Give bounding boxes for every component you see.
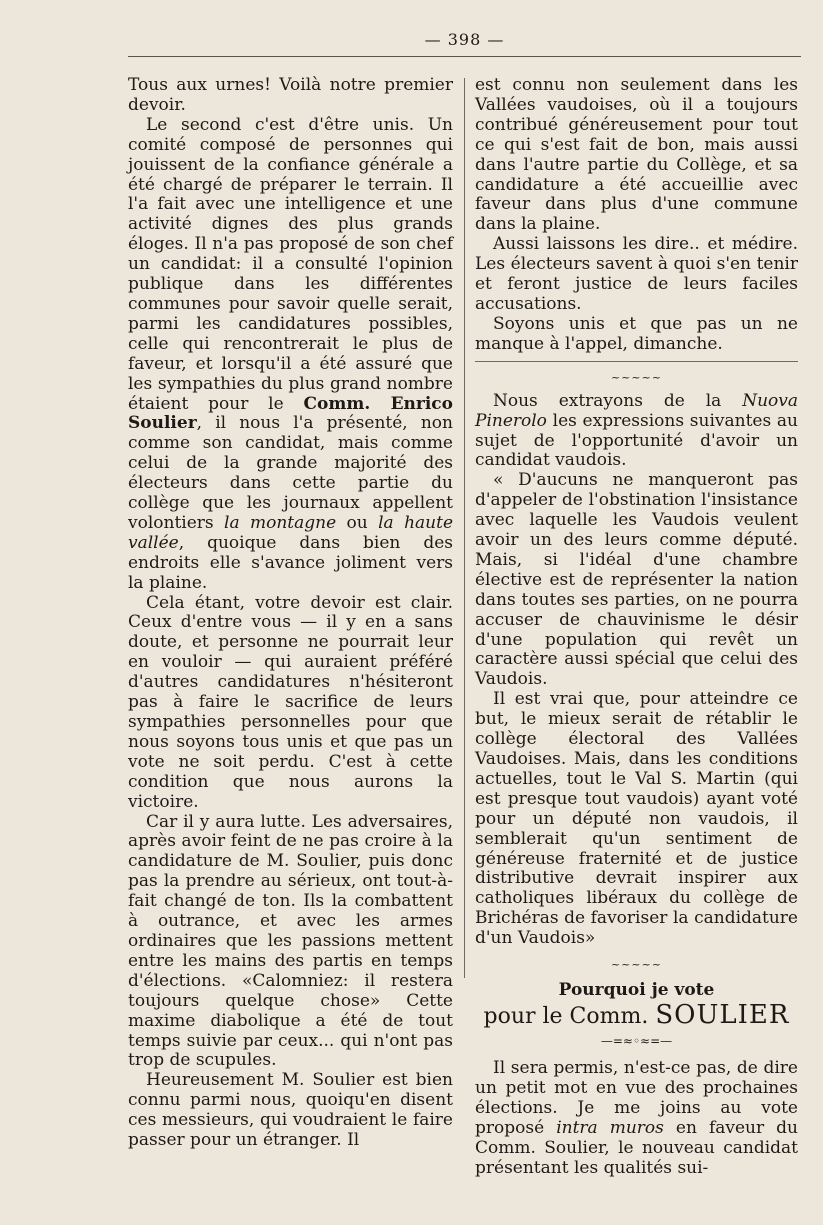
left-column [128, 76, 453, 1217]
right-column [475, 76, 798, 1217]
text-run: , quoique dans bien des endroits elle s'avance joliment vers la plaine. [128, 532, 453, 593]
subtitle-name: SOULIER [655, 1000, 790, 1031]
article-subtitle [475, 1001, 798, 1031]
text-run: ou [336, 512, 379, 533]
paragraph [475, 1059, 798, 1178]
text-run: Nous extrayons de la [493, 390, 743, 411]
text-run: en faveur du Comm. Soulier, le nouveau candidat présentant les qualités sui- [475, 1117, 798, 1178]
title-ornament: —=≈◦≈=— [600, 1034, 673, 1049]
ornament-divider: ~~~~~ [610, 958, 663, 972]
italic-phrase: la montagne [224, 512, 337, 533]
paragraph: Il est vrai que, pour atteindre ce but, le mieux serait de rétablir le collège électoral des Vallées Vaudoises. Mais, dans les conditions actuelles, tout le Val S. Martin (qui est presque tout vaudois) ayant voté pour un député non vaudois, il semblerait qu'un sentiment de généreuse fraternité et de justice distributive devrait inspirer aux catholiques libéraux du collège de Brichéras de favoriser la candidature d'un Vaudois» [475, 689, 798, 949]
page-number: — 398 — [424, 30, 505, 49]
candidate-name: Comm. Enrico Soulier [128, 393, 453, 434]
italic-phrase: intra muros [556, 1117, 664, 1138]
paragraph: Aussi laissons les dire.. et médire. Les électeurs savent à quoi s'en tenir et feront justice de leurs faciles accusations. [475, 234, 798, 314]
column-divider [464, 78, 465, 978]
header-rule [128, 56, 801, 57]
ornament-divider: ~~~~~ [610, 370, 663, 384]
text-run: Il sera permis, n'est-ce pas, de dire un petit mot en vue des prochaines élections. Je me joins au vote proposé [475, 1058, 798, 1138]
text-run: les expressions suivantes au sujet de l'opportunité d'avoir un candidat vaudois. [475, 410, 798, 471]
paragraph: est connu non seulement dans les Vallées vaudoises, où il a toujours contribué généreusement pour tout ce qui s'est fait de bon, mais aussi dans l'autre partie du Collège, et sa candidature a été accueillie avec faveur dans plus d'une commune dans la plaine. [475, 75, 798, 235]
italic-phrase: la haute vallée [128, 512, 454, 553]
paragraph: Soyons unis et que pas un ne manque à l'appel, dimanche. [475, 313, 798, 354]
section-rule [475, 361, 798, 362]
article-title: Pourquoi je vote [558, 980, 715, 1001]
paragraph: Cela étant, votre devoir est clair. Ceux d'entre vous — il y en a sans doute, et personne ne pourrait leur en vouloir — qui auraient préféré d'autres candidatures n'hésiteront pas à faire le sacrifice de leurs sympathies personnelles pour que nous soyons tous unis et que pas un vote ne soit perdu. C'est à cette condition que nous aurons la victoire. [128, 592, 453, 812]
newspaper-title: Nuova Pinerolo [475, 390, 798, 431]
paragraph [475, 392, 798, 472]
paragraph [128, 116, 453, 594]
paragraph: Heureusement M. Soulier est bien connu parmi nous, quoiqu'en disent ces messieurs, qui voudraient le faire passer pour un étranger. Il [128, 1070, 453, 1151]
paragraph: Car il y aura lutte. Les adversaires, après avoir feint de ne pas croire à la candidature de M. Soulier, puis donc pas la prendre au sérieux, ont tout-à-fait changé de ton. Ils la combattent à outrance, et avec les armes ordinaires que les passions mettent entre les mains des partis en temps d'élections. «Calomniez: il restera toujours quelque chose» Cette maxime diabolique a été de tout temps suivie par ceux... qui n'ont pas trop de scupules. [128, 811, 453, 1071]
subtitle-text: pour le Comm. [483, 1004, 656, 1030]
paragraph: Tous aux urnes! Voilà notre premier devoir. [128, 75, 453, 115]
text-run: , il nous l'a présenté, non comme son candidat, mais comme celui de la grande majorité des électeurs dans cette partie du collège que les journaux appellent volontiers [128, 413, 453, 533]
paragraph: « D'aucuns ne manqueront pas d'appeler de l'obstination l'insistance avec laquelle les Vaudois veulent avoir un des leurs comme député. Mais, si l'idéal d'une chambre élective est de représenter la nation dans toutes ses parties, on ne pourra accuser de chauvinisme le désir d'une population qui revêt un caractère aussi spécial que celui des Vaudois. [475, 470, 798, 690]
text-run: Le second c'est d'être unis. Un comité composé de personnes qui jouissent de la confiance générale a été chargé de préparer le terrain. Il l'a fait avec une intelligence et une activité dignes des plus grands éloges. Il n'a pas proposé de son chef un candidat: il a consulté l'opinion publique dans les différentes communes pour savoir quelle serait, parmi les candidatures possibles, celle qui rencontrerait le plus de faveur, et lorsqu'il a été assuré que les sympathies du plus grand nombre étaient pour le [128, 114, 453, 414]
